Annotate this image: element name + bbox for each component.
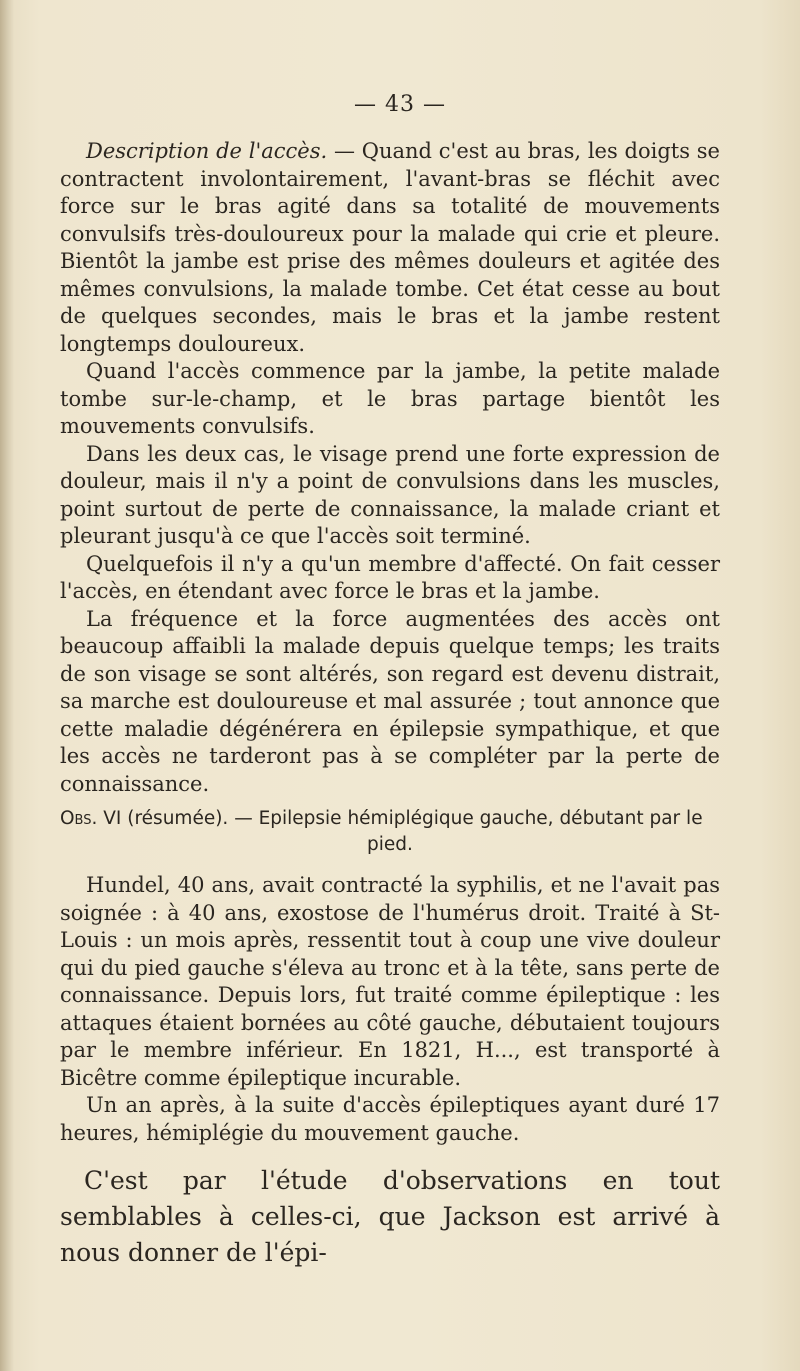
observation-label: Obs. [60,808,98,829]
text-body [60,138,720,1271]
paragraph: Quelquefois il n'y a qu'un membre d'affecté. On fait cesser l'accès, en étendant avec force le bras et la jambe. [60,551,720,603]
observation-heading [60,806,720,858]
page-number: — 43 — [354,92,446,117]
paragraph-lead: Description de l'accès. [86,139,328,163]
book-spine-shadow [0,0,14,1371]
paragraph-text: — Quand c'est au bras, les doigts se contractent involontairement, l'avant-bras se fléchit avec force sur le bras agité dans sa totalité de mouvements convulsifs très-douloureux pour la malade qui crie et pleure. Bientôt la jambe est prise des mêmes douleurs et agitée des mêmes convulsions, la malade tombe. Cet état cesse au bout de quelques secondes, mais le bras et la jambe restent longtemps douloureux. [60,139,720,356]
observation-paragraph: Hundel, 40 ans, avait contracté la syphilis, et ne l'avait pas soignée : à 40 ans, exostose de l'humérus droit. Traité à St-Louis : un mois après, ressentit tout à coup une vive douleur qui du pied gauche s'éleva au tronc et à la tête, sans perte de connaissance. Depuis lors, fut traité comme épileptique : les attaques étaient bornées au côté gauche, débutaient toujours par le membre inférieur. En 1821, H..., est transporté à Bicêtre comme épileptique incurable. [60,873,720,1090]
paragraph: Dans les deux cas, le visage prend une forte expression de douleur, mais il n'y a point de convulsions dans les muscles, point surtout de perte de connaissance, la malade criant et pleurant jusqu'à ce que l'accès soit terminé. [60,441,720,548]
observation-title-end: pied. [367,834,413,855]
paragraph: La fréquence et la force augmentées des accès ont beaucoup affaibli la malade depuis quelque temps; les traits de son visage se sont altérés, son regard est devenu distrait, sa marche est douloureuse et mal assurée ; tout annonce que cette maladie dégénérera en épilepsie sympathique, et que les accès ne tarderont pas à se compléter par la perte de connaissance. [60,606,720,796]
closing-paragraph: C'est par l'étude d'observations en tout semblables à celles-ci, que Jackson est arrivé à nous donner de l'épi- [60,1166,720,1267]
paragraph: Quand l'accès commence par la jambe, la petite malade tombe sur-le-champ, et le bras partage bientôt les mouvements convulsifs. [60,359,720,438]
paragraph-description [60,138,720,358]
observation-paragraph: Un an après, à la suite d'accès épileptiques ayant duré 17 heures, hémiplégie du mouvement gauche. [60,1093,720,1145]
observation-title: VI (résumée). — Epilepsie hémiplégique gauche, débutant par le [97,808,703,829]
